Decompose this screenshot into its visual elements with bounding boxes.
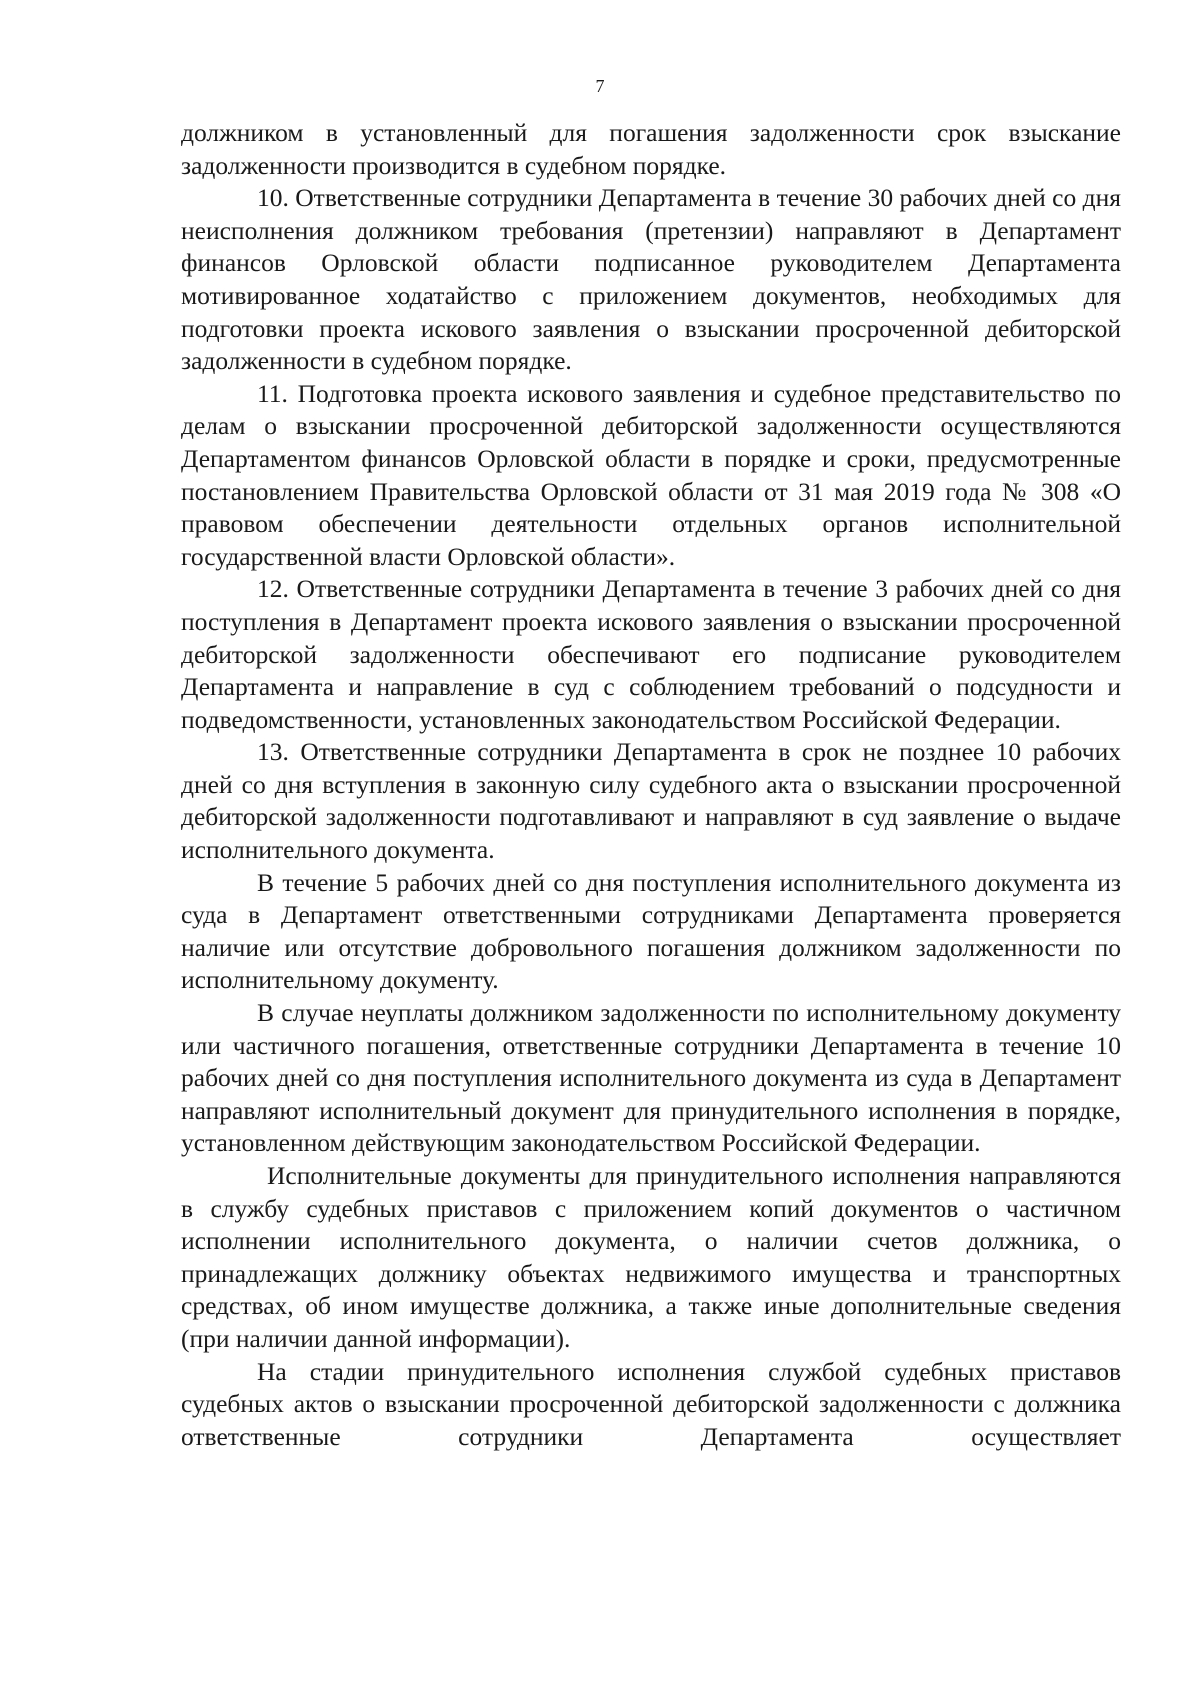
paragraph-item-11: 11. Подготовка проекта искового заявления и судебное представительство по делам о взыскании просроченной дебиторской задолженности осуществляются Департаментом финансов Орловской области в порядке и сроки, предусмотренные постановлением Правительства Орловской области от 31 мая 2019 года № 308 «О правовом обеспечении деятельности отдельных органов исполнительной государственной власти Орловской области». — [181, 378, 1121, 571]
page-number: 7 — [595, 76, 605, 96]
paragraph-enforcement-stage: На стадии принудительного исполнения службой судебных приставов судебных актов о взыскании просроченной дебиторской задолженности с должника ответственные сотрудники Департамента осуществляет — [181, 1356, 1121, 1451]
document-body — [181, 117, 1121, 1453]
paragraph-continuation: должником в установленный для погашения задолженности срок взыскание задолженности производится в судебном порядке. — [181, 118, 1121, 180]
paragraph-non-payment: В случае неуплаты должником задолженности по исполнительному документу или частичного погашения, ответственные сотрудники Департамента в течение 10 рабочих дней со дня поступления исполнительного документа из суда в Департамент направляют исполнительный документ для принудительного исполнения в порядке, установленном действующим законодательством Российской Федерации. — [181, 998, 1121, 1158]
paragraph-enforcement-documents: Исполнительные документы для принудительного исполнения направляются в службу судебных приставов с приложением копий документов о частичном исполнении исполнительного документа, о наличии счетов должника, о принадлежащих должнику объектах недвижимого имущества и транспортных средствах, об ином имуществе должника, а также иные дополнительные сведения (при наличии данной информации). — [181, 1161, 1121, 1353]
paragraph-item-10: 10. Ответственные сотрудники Департамента в течение 30 рабочих дней со дня неисполнения должником требования (претензии) направляют в Департамент финансов Орловской области подписанное руководителем Департамента мотивированное ходатайство с приложением документов, необходимых для подготовки проекта искового заявления о взыскании просроченной дебиторской задолженности в судебном порядке. — [181, 183, 1121, 376]
paragraph-item-13: 13. Ответственные сотрудники Департамента в срок не позднее 10 рабочих дней со дня вступления в законную силу судебного акта о взыскании просроченной дебиторской задолженности подготавливают и направляют в суд заявление о выдаче исполнительного документа. — [181, 737, 1121, 865]
paragraph-check-payment: В течение 5 рабочих дней со дня поступления исполнительного документа из суда в Департамент ответственными сотрудниками Департамента проверяется наличие или отсутствие добровольного погашения должником задолженности по исполнительному документу. — [181, 867, 1121, 995]
paragraph-item-12: 12. Ответственные сотрудники Департамента в течение 3 рабочих дней со дня поступления в Департамент проекта искового заявления о взыскании просроченной дебиторской задолженности обеспечивают его подписание руководителем Департамента и направление в суд с соблюдением требований о подсудности и подведомственности, установленных законодательством Российской Федерации. — [181, 574, 1121, 734]
